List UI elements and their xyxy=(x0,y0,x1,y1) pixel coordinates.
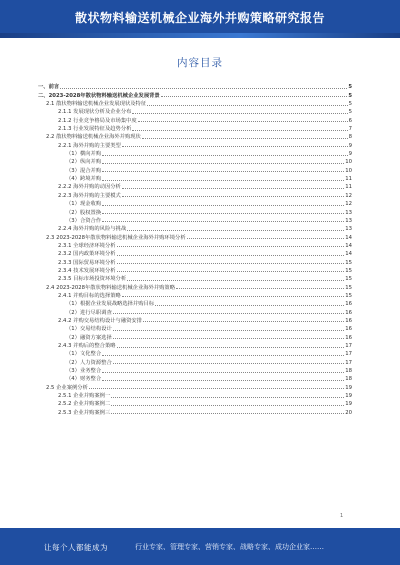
toc-entry-page: 14 xyxy=(345,242,352,249)
toc-entry-text: 2.2.2 海外并购的动因分析 xyxy=(58,184,121,191)
toc-entry-page: 19 xyxy=(345,401,352,408)
toc-leader-dots xyxy=(60,88,347,89)
toc-leader-dots xyxy=(122,196,344,197)
toc-entry-page: 20 xyxy=(345,409,352,416)
toc-entry[interactable] xyxy=(38,90,352,98)
toc-entry[interactable] xyxy=(38,99,352,107)
toc-entry[interactable] xyxy=(38,341,352,349)
toc-entry-page: 18 xyxy=(345,368,352,375)
toc-entry-text: （4）跨境并购 xyxy=(66,176,102,183)
toc-entry-page: 12 xyxy=(345,201,352,208)
toc-entry-page: 11 xyxy=(345,176,352,183)
toc-leader-dots xyxy=(117,255,345,256)
toc-entry-page: 18 xyxy=(345,376,352,383)
toc-leader-dots xyxy=(102,171,344,172)
toc-entry-page: 5 xyxy=(348,109,352,116)
toc-leader-dots xyxy=(102,163,344,164)
toc-entry-page: 16 xyxy=(345,309,352,316)
toc-entry-text: 2.4.1 并购目标的选择策略 xyxy=(58,292,121,299)
toc-entry-text: 2.2.3 海外并购的主要模式 xyxy=(58,192,121,199)
toc-entry[interactable] xyxy=(38,307,352,315)
toc-leader-dots xyxy=(122,296,344,297)
toc-entry[interactable] xyxy=(38,249,352,257)
toc-entry-text: 2.5.2 企业并购案例二 xyxy=(58,401,111,408)
toc-leader-dots xyxy=(187,238,345,239)
footer-tagline: 行业专家、管理专家、营销专家、战略专家、成功企业家…… xyxy=(135,543,324,551)
toc-entry-page: 19 xyxy=(345,393,352,400)
toc-entry[interactable] xyxy=(38,324,352,332)
toc-entry-text: （1）根据企业发展战略选择并购目标 xyxy=(66,301,155,308)
toc-leader-dots xyxy=(113,338,345,339)
toc-leader-dots xyxy=(102,155,347,156)
toc-entry[interactable] xyxy=(38,374,352,382)
toc-entry-page: 14 xyxy=(345,251,352,258)
toc-leader-dots xyxy=(102,213,344,214)
toc-entry-text: （2）融资方案选择 xyxy=(66,334,112,341)
toc-entry[interactable] xyxy=(38,382,352,390)
toc-leader-dots xyxy=(102,372,344,373)
toc-entry[interactable] xyxy=(38,299,352,307)
toc-entry-text: 2.5.1 企业并购案例一 xyxy=(58,393,111,400)
toc-entry[interactable] xyxy=(38,257,352,265)
toc-leader-dots xyxy=(113,313,345,314)
table-of-contents xyxy=(38,82,352,416)
toc-leader-dots xyxy=(89,388,344,389)
toc-entry[interactable] xyxy=(38,224,352,232)
toc-entry-text: （1）文化整合 xyxy=(66,351,102,358)
toc-entry[interactable] xyxy=(38,349,352,357)
toc-leader-dots xyxy=(127,280,344,281)
toc-entry[interactable] xyxy=(38,266,352,274)
toc-entry-text: 2.3.3 国际贸易环境分析 xyxy=(58,259,116,266)
toc-entry-text: 2.3 2023-2028年散状物料输送机械企业海外并购环境分析 xyxy=(46,234,186,241)
toc-entry[interactable] xyxy=(38,366,352,374)
toc-entry-text: 2.4.2 并购交易结构设计与融资安排 xyxy=(58,317,143,324)
toc-entry-text: 2.2.4 海外并购的风险与挑战 xyxy=(58,226,127,233)
toc-entry-page: 9 xyxy=(348,151,352,158)
toc-leader-dots xyxy=(111,405,344,406)
toc-entry-text: 一、前言 xyxy=(38,84,60,91)
toc-entry[interactable] xyxy=(38,140,352,148)
toc-leader-dots xyxy=(143,321,344,322)
toc-leader-dots xyxy=(155,305,344,306)
toc-entry[interactable] xyxy=(38,407,352,415)
toc-entry-text: （2）纵向并购 xyxy=(66,159,102,166)
toc-entry-page: 14 xyxy=(345,234,352,241)
toc-leader-dots xyxy=(176,288,344,289)
toc-entry-text: （3）业务整合 xyxy=(66,368,102,375)
toc-entry-page: 11 xyxy=(345,184,352,191)
toc-entry-text: 2.1 散状物料输送机械企业发展现状及特征 xyxy=(46,101,147,108)
toc-entry[interactable] xyxy=(38,391,352,399)
toc-entry[interactable] xyxy=(38,157,352,165)
toc-entry-text: （2）进行尽职调查 xyxy=(66,309,112,316)
toc-entry-text: （3）混合并购 xyxy=(66,167,102,174)
toc-entry[interactable] xyxy=(38,124,352,132)
toc-leader-dots xyxy=(132,130,347,131)
toc-entry-page: 9 xyxy=(348,142,352,149)
toc-entry-page: 10 xyxy=(345,167,352,174)
toc-leader-dots xyxy=(113,330,345,331)
toc-entry[interactable] xyxy=(38,241,352,249)
toc-entry-text: （2）股权置换 xyxy=(66,209,102,216)
toc-entry-page: 15 xyxy=(345,259,352,266)
toc-entry[interactable] xyxy=(38,291,352,299)
toc-entry-page: 19 xyxy=(345,384,352,391)
toc-entry-text: 二、2023-2028年散状物料输送机械企业发展背景 xyxy=(38,92,160,99)
toc-leader-dots xyxy=(117,271,345,272)
toc-entry-text: 2.3.5 目标市场投资环境分析 xyxy=(58,276,127,283)
toc-entry-page: 5 xyxy=(348,84,352,91)
toc-leader-dots xyxy=(122,188,344,189)
toc-entry[interactable] xyxy=(38,190,352,198)
toc-entry-text: 2.4.3 并购后的整合策略 xyxy=(58,343,116,349)
toc-leader-dots xyxy=(102,221,344,222)
toc-entry-page: 10 xyxy=(345,159,352,166)
toc-leader-dots xyxy=(102,180,344,181)
toc-heading: 内容目录 xyxy=(177,57,223,69)
toc-leader-dots xyxy=(161,96,348,97)
toc-leader-dots xyxy=(117,263,345,264)
toc-entry-text: 2.3.1 全球经济环境分析 xyxy=(58,242,116,249)
report-footer xyxy=(0,528,400,565)
toc-entry[interactable] xyxy=(38,115,352,123)
toc-entry[interactable] xyxy=(38,216,352,224)
toc-entry-text: （1）横向并购 xyxy=(66,151,102,158)
toc-entry-page: 17 xyxy=(345,359,352,366)
toc-entry[interactable] xyxy=(38,232,352,240)
toc-entry-page: 13 xyxy=(345,209,352,216)
toc-entry-page: 17 xyxy=(345,343,352,349)
toc-leader-dots xyxy=(102,355,344,356)
toc-entry-page: 5 xyxy=(348,92,352,99)
toc-entry-text: （1）交易结构设计 xyxy=(66,326,112,333)
toc-leader-dots xyxy=(102,380,344,381)
toc-entry[interactable] xyxy=(38,357,352,365)
toc-entry[interactable] xyxy=(38,132,352,140)
toc-entry-page: 7 xyxy=(348,126,352,133)
toc-entry-text: 2.3.2 国内政策环境分析 xyxy=(58,251,116,258)
toc-leader-dots xyxy=(138,121,348,122)
toc-entry-page: 6 xyxy=(348,117,352,124)
report-header xyxy=(0,0,400,38)
toc-entry[interactable] xyxy=(38,316,352,324)
toc-entry-page: 16 xyxy=(345,326,352,333)
report-title: 散状物料输送机械企业海外并购策略研究报告 xyxy=(74,11,325,25)
toc-entry[interactable] xyxy=(38,332,352,340)
toc-entry[interactable] xyxy=(38,165,352,173)
toc-leader-dots xyxy=(132,113,347,114)
page-number: 1 xyxy=(340,513,344,519)
toc-entry[interactable] xyxy=(38,174,352,182)
toc-entry-page: 13 xyxy=(345,217,352,224)
toc-entry[interactable] xyxy=(38,207,352,215)
toc-entry[interactable] xyxy=(38,282,352,290)
toc-leader-dots xyxy=(147,105,347,106)
toc-entry[interactable] xyxy=(38,182,352,190)
toc-entry-page: 15 xyxy=(345,284,352,291)
toc-leader-dots xyxy=(142,138,348,139)
toc-entry-text: （4）财务整合 xyxy=(66,376,102,383)
header-accent-bar xyxy=(0,33,400,38)
toc-entry-text: （1）现金收购 xyxy=(66,201,102,208)
toc-entry[interactable] xyxy=(38,274,352,282)
toc-entry-text: 2.2 散状物料输送机械企业海外并购现状 xyxy=(46,134,141,141)
toc-entry-text: 2.1.3 行业发展特征及趋势分析 xyxy=(58,126,132,133)
toc-leader-dots xyxy=(111,413,344,414)
toc-entry-text: 2.1.2 行业竞争格局及市场集中度 xyxy=(58,117,137,124)
toc-entry-page: 16 xyxy=(345,317,352,324)
footer-slogan: 让每个人都能成为 xyxy=(44,543,108,552)
toc-entry-page: 12 xyxy=(345,192,352,199)
toc-entry-text: 2.4 2023-2028年散状物料输送机械企业海外并购策略 xyxy=(46,284,176,291)
toc-entry-text: 2.1.1 发展现状分析及企业分布 xyxy=(58,109,132,116)
toc-entry-text: （3）合资合作 xyxy=(66,217,102,224)
toc-entry-text: 2.5.3 企业并购案例三 xyxy=(58,409,111,416)
toc-entry-page: 5 xyxy=(348,101,352,108)
toc-entry-text: 2.3.4 技术发展环境分析 xyxy=(58,267,116,274)
toc-entry-text: 2.5 企业案例分析 xyxy=(46,384,88,391)
toc-entry-page: 16 xyxy=(345,334,352,341)
toc-leader-dots xyxy=(113,363,345,364)
toc-leader-dots xyxy=(122,146,348,147)
toc-leader-dots xyxy=(127,230,344,231)
toc-entry-page: 16 xyxy=(345,301,352,308)
toc-entry-page: 8 xyxy=(348,134,352,141)
toc-entry[interactable] xyxy=(38,107,352,115)
toc-leader-dots xyxy=(117,246,345,247)
toc-leader-dots xyxy=(117,347,345,348)
toc-entry-page: 15 xyxy=(345,292,352,299)
toc-leader-dots xyxy=(111,397,344,398)
toc-entry[interactable] xyxy=(38,82,352,90)
toc-leader-dots xyxy=(102,205,344,206)
toc-entry[interactable] xyxy=(38,399,352,407)
toc-entry-text: （2）人力资源整合 xyxy=(66,359,112,366)
toc-entry[interactable] xyxy=(38,199,352,207)
toc-entry-text: 2.2.1 海外并购的主要类型 xyxy=(58,142,121,149)
toc-entry-page: 13 xyxy=(345,226,352,233)
toc-entry[interactable] xyxy=(38,149,352,157)
toc-entry-page: 15 xyxy=(345,276,352,283)
toc-entry-page: 17 xyxy=(345,351,352,358)
toc-entry-page: 15 xyxy=(345,267,352,274)
